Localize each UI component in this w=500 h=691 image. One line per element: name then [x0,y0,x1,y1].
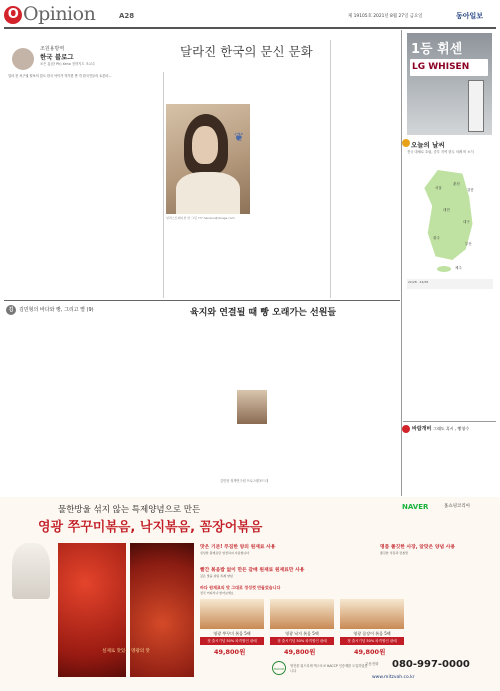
column-title: 달라진 한국의 문신 문화 [180,44,313,59]
article-body-col1 [8,74,160,296]
section-rule [403,421,496,422]
column-name: 한국 블로그 [40,53,74,61]
product-image [340,599,404,629]
product-price: 49,800원 [214,648,246,656]
city-label: 대전 [443,208,450,212]
octopus-dish-image [58,543,126,677]
chef-image [12,543,50,599]
feature-sub: 싱싱한 원재료만 엄선하여 사용합니다 [200,551,250,555]
section-tag: 김 [6,305,16,315]
author-desc: 조은 홍(한 Ph) Xeno 전략지도 조교수 [40,62,96,66]
article2-col4b [218,428,274,476]
city-label: 강릉 [467,188,474,192]
feature-title: 명품 쫄깃한 사장, 알맞은 양념 사용 [380,545,456,550]
feature-sub: 깊은 맛을 살린 특제 양념 [200,574,233,578]
author-avatar [12,48,34,70]
haccp-badge: HACCP [272,661,286,675]
header-rule [4,27,496,29]
discount-badge: 첫 출시기념 50% 파격할인 판매 [340,637,404,645]
aircon-unit-image [468,80,484,132]
article-body-col2a [252,104,328,214]
column3-subtitle: 그래도 혹시 , 빵청수 [433,426,470,431]
city-temp: 22/28 [408,280,417,284]
article2-col4a [218,318,274,388]
discount-badge: 첫 출시기념 50% 파격할인 판매 [270,637,334,645]
article-body-col4 [333,40,399,298]
feature-title: 빨간 볶음밥 없이 만든 갈매 원재료 원재료만 사용 [200,568,305,573]
store-name: 홈쇼핑코리아 [444,504,471,509]
city-label: 광주 [433,236,440,240]
author-role: 조원용방역 [40,46,65,52]
feature-title: 맛은 기본! 푸짐한 양의 원재료 사용 [200,545,276,550]
weather-table: 22/28 · 24/28 [407,279,493,289]
feature-sub: 쫄깃한 식감과 감칠맛 [380,551,408,555]
ad-headline: 1등 휘센 [411,42,463,57]
order-label: 주문전화 [365,662,379,666]
paper-name: 동아일보 [456,12,484,20]
discount-badge: 첫 출시기념 50% 파격할인 판매 [200,637,264,645]
ad-subhead: 물한방울 섞지 않는 특제양념으로 만든 [58,505,201,515]
weather-title: 오늘의 날씨 [411,141,445,149]
eel-dish-image [130,543,194,677]
column-divider [330,40,331,298]
columnist-byline: 김민형 정책연구원 프로스탠포드대 [220,479,269,483]
section-title: 김민형의 바다와 빵, 그리고 별 (9) [19,307,94,313]
right-rail-text [407,292,493,422]
city-label: 부산 [465,242,472,246]
column3-body [405,436,495,494]
article-body-col3b [246,222,328,298]
pinwheel-icon [402,425,410,433]
ad-url[interactable]: www.mitzvah.co.kr [372,675,415,680]
product-image [270,599,334,629]
cert-text: 영전을 위드리세 엑스포코 HACCP 인증제를 도입하였습니다 [290,664,368,673]
article2-col6 [340,318,398,490]
product-image [200,599,264,629]
column3-title [412,425,469,432]
section-rule [4,300,400,301]
article-body-col2b [166,222,242,298]
order-phone[interactable]: 080-997-0000 [392,659,470,670]
product-name: 영광 쭈꾸미 볶음 5팩 [213,631,251,636]
sun-icon [402,139,410,147]
product-name: 영광 꼼장어 볶음 5팩 [353,631,391,636]
article2-col2 [78,318,144,490]
columnist-photo [237,390,267,424]
column-illustration: ❦ [166,104,250,214]
product-name: 영광 낙지 볶음 5팩 [285,631,319,636]
city-label: 서울 [435,186,442,190]
feature-sub: 전국 어디서나 받아보세요 [200,591,234,595]
city-temp: 24/28 [419,280,429,284]
city-label: 제주 [455,266,462,270]
page-code: A28 [119,12,135,20]
city-label: 대구 [463,220,470,224]
weather-summary: 전국 대체로 흐림, 중부 지역 한두 차례 비 소식 [407,150,474,154]
feature-title: 바다 원재료의 맛 그대로 정성껏 만들었습니다 [200,585,281,590]
photo-caption: 일러스트레이션 한 그림 ??? hananu@donga.com [166,216,235,220]
ad-brand: LG WHISEN [410,59,488,76]
article2-col5 [278,318,338,490]
product-price: 49,800원 [284,648,316,656]
article2-col1 [8,318,74,490]
weather-map [407,166,493,276]
opinion-logo: O Opinion [4,3,95,25]
food-note: 실제로 맛있는 영광의 맛 [102,649,150,654]
article-paragraph: 얼마 전 서구권 털보의 압도 한국 아이가 작가한 반 각 한국인들의 토론마... [8,74,112,78]
issue-date: 제 19105호 2021년 8월 27일 금요일 [348,14,423,19]
article2-col3 [148,318,214,490]
logo-text: Opinion [23,3,96,25]
naver-logo: NAVER [402,503,429,511]
column-divider [163,72,164,298]
column2-headline: 육지와 연결될 때 빵 오래가는 선원들 [190,308,337,318]
ad-main-title: 영광 쭈꾸미볶음, 낙지볶음, 꼼장어볶음 [38,520,263,535]
product-price: 49,800원 [354,648,386,656]
city-label: 춘천 [453,182,460,186]
column3-title-text: 바람개비 [412,426,432,432]
